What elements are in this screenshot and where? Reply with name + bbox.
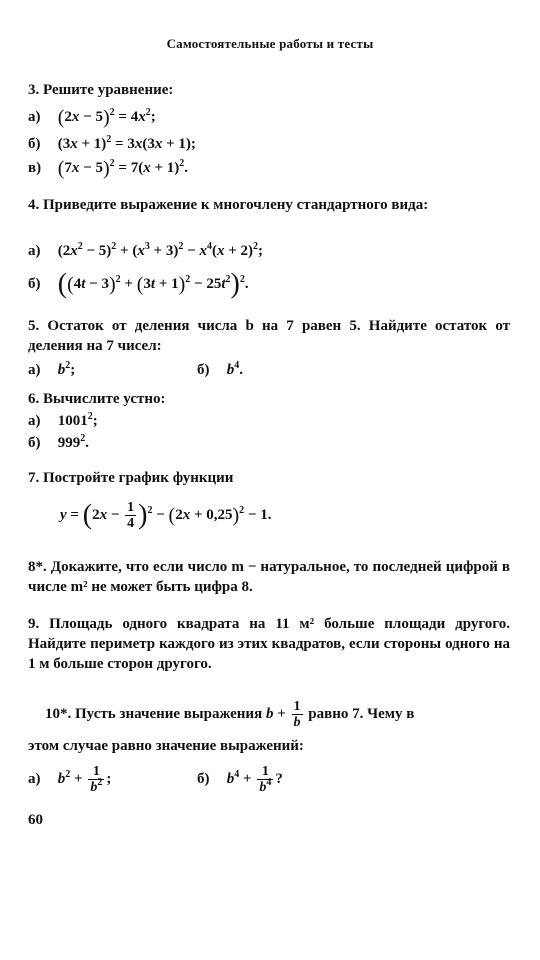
page-header: Самостоятельные работы и тесты — [166, 36, 374, 51]
fraction-one-quarter: $\frac{1}{4}$ — [127, 500, 135, 531]
task-10a — [28, 764, 111, 795]
task-10-heading-mid: равно 7. Чему в — [308, 705, 415, 722]
task-4b-expression: $((4t - 3)^2 + (3t + 1)^2 - 25t^2)^2$. — [57, 268, 249, 300]
task-10-heading-end: этом случае равно значение выражений: — [28, 738, 304, 754]
task-4-heading: 4. Приведите выражение к многочлену стандартного вида: — [28, 197, 429, 213]
task-7-function: y = (2x − $\frac{1}{4}$ )$^2 - (2x + 0,25)^2 - 1$. — [60, 499, 272, 531]
task-6a-label: а) — [28, 413, 41, 429]
task-3c — [28, 157, 188, 180]
task-3c-label: в) — [28, 160, 42, 176]
task-4a-label: а) — [28, 243, 41, 259]
task-3c-equation: $(7x - 5)^2 = 7(x + 1)^2$. — [57, 157, 188, 180]
task-4b — [28, 268, 249, 300]
page-number: 60 — [28, 812, 43, 828]
task-7-heading: 7. Постройте график функции — [28, 470, 234, 486]
task-8-heading: 8*. Докажите, что если число m − натуральное, то последней цифрой в числе m² не может быть цифра 8. — [28, 559, 510, 595]
task-6a-expression: 1001$^2$; — [57, 411, 98, 429]
task-10b-expression: $b^4$ + $\frac{1}{b^4}$ ? — [226, 764, 283, 795]
task-6a — [28, 413, 98, 430]
task-3b-label: б) — [28, 136, 41, 152]
task-3b — [28, 136, 196, 153]
task-3a — [28, 106, 156, 129]
task-6b-label: б) — [28, 435, 41, 451]
task-10a-expression: $b^2$ + $\frac{1}{b^2}$ ; — [57, 764, 112, 795]
task-3a-equation: $(2x - 5)^2 = 4x^2$; — [57, 106, 156, 129]
task-10b — [197, 764, 283, 795]
task-6b-expression: $999^2$. — [57, 433, 89, 451]
task-5a-label: а) — [28, 362, 41, 378]
task-10a-label: а) — [28, 770, 41, 787]
task-4a — [28, 243, 263, 260]
task-9-heading: 9. Площадь одного квадрата на 11 м² больше площади другого. Найдите периметр каждого из этих квадратов, если стороны одного на 1 м больше сторон другого. — [28, 616, 510, 672]
task-6b — [28, 435, 89, 452]
task-5b-expression: $b^4$. — [226, 360, 243, 378]
task-10-heading-line1: 10*. Пусть значение выражения b + $\frac{1}{b}$ равно 7. Чему в — [45, 699, 415, 730]
task-5b — [197, 362, 243, 379]
task-3a-label: а) — [28, 109, 41, 125]
task-5b-label: б) — [197, 362, 210, 378]
task-3b-equation: $(3x + 1)^2 = 3x(3x + 1)$; — [57, 134, 196, 152]
task-5a — [28, 362, 75, 379]
task-4b-label: б) — [28, 276, 41, 292]
task-10-heading-start: 10*. Пусть значение выражения — [45, 705, 263, 722]
task-10b-label: б) — [197, 770, 210, 787]
fraction-one-over-b: $\frac{1}{b}$ — [293, 699, 301, 730]
task-5-heading: 5. Остаток от деления числа b на 7 равен 5. Найдите остаток от деления на 7 чисел: — [28, 318, 510, 354]
task-4a-expression: $(2x^2 - 5)^2 + (x^3 + 3)^2 - x^4(x + 2)^2$; — [57, 241, 263, 259]
task-6-heading: 6. Вычислите устно: — [28, 391, 166, 407]
task-5a-expression: $b^2$; — [57, 360, 76, 378]
task-3-heading: 3. Решите уравнение: — [28, 82, 174, 98]
